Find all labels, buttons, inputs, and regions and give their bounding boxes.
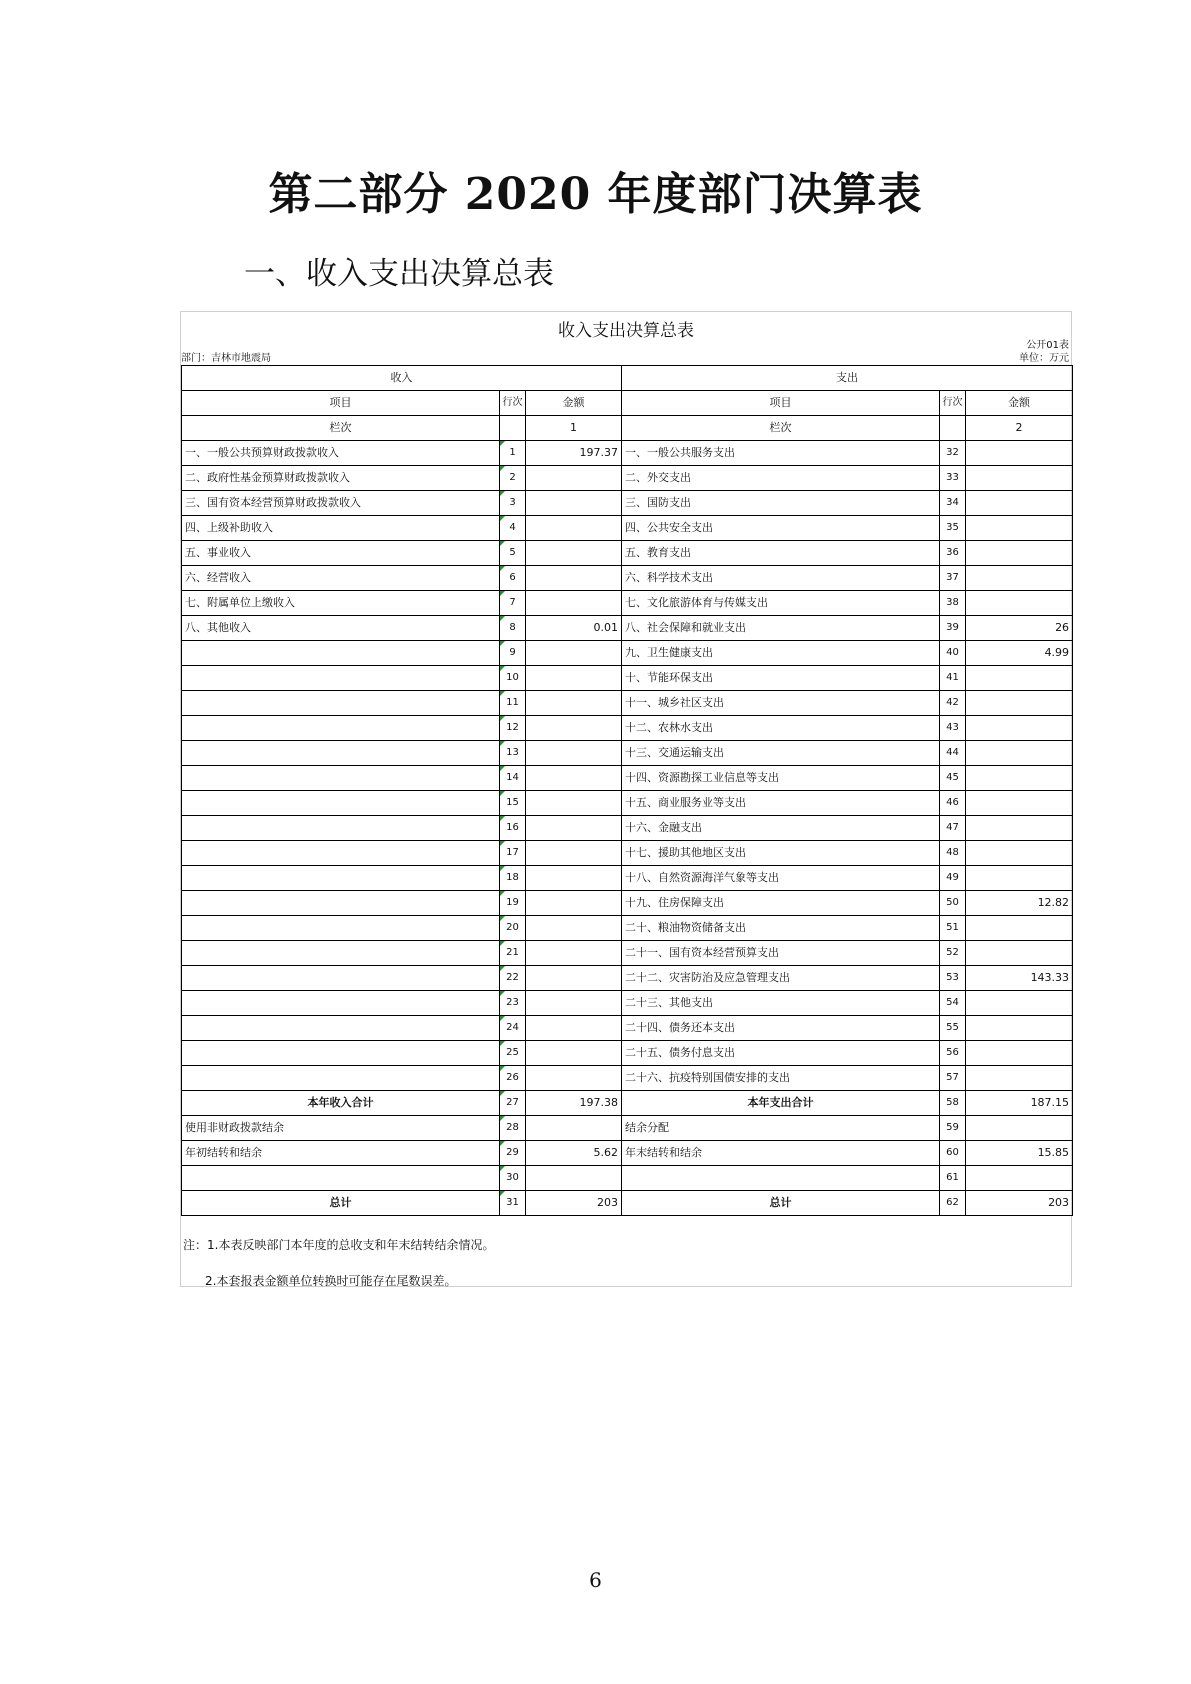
expense-row-no-cell: 40 bbox=[940, 641, 966, 666]
income-item-cell: 二、政府性基金预算财政拨款收入 bbox=[182, 466, 500, 491]
table-row bbox=[182, 1141, 1073, 1166]
income-item-cell: 本年收入合计 bbox=[182, 1091, 500, 1116]
income-row-no-cell: 27 bbox=[500, 1091, 526, 1116]
income-amount-cell bbox=[526, 841, 622, 866]
expense-row-no-cell: 49 bbox=[940, 866, 966, 891]
expense-amount-cell bbox=[966, 1166, 1073, 1191]
expense-amount-cell bbox=[966, 766, 1073, 791]
header-expense-amount: 金额 bbox=[966, 391, 1073, 416]
section-title: 一、收入支出决算总表 bbox=[244, 256, 554, 292]
expense-item-cell: 十二、农林水支出 bbox=[622, 716, 940, 741]
expense-item-cell: 十三、交通运输支出 bbox=[622, 741, 940, 766]
expense-row-no-cell: 61 bbox=[940, 1166, 966, 1191]
income-item-cell: 总计 bbox=[182, 1191, 500, 1216]
income-amount-cell bbox=[526, 1016, 622, 1041]
income-item-cell bbox=[182, 1166, 500, 1191]
expense-item-cell bbox=[622, 1166, 940, 1191]
income-item-cell: 七、附属单位上缴收入 bbox=[182, 591, 500, 616]
expense-row-no-cell: 54 bbox=[940, 991, 966, 1016]
expense-row-no-cell: 55 bbox=[940, 1016, 966, 1041]
expense-item-cell: 六、科学技术支出 bbox=[622, 566, 940, 591]
income-item-cell bbox=[182, 1066, 500, 1091]
expense-row-no-cell: 58 bbox=[940, 1091, 966, 1116]
income-row-no-cell: 29 bbox=[500, 1141, 526, 1166]
expense-row-no-cell: 57 bbox=[940, 1066, 966, 1091]
expense-amount-cell bbox=[966, 1016, 1073, 1041]
income-item-cell bbox=[182, 1041, 500, 1066]
income-row-no-cell: 4 bbox=[500, 516, 526, 541]
table-row bbox=[182, 716, 1073, 741]
income-amount-cell: 197.37 bbox=[526, 441, 622, 466]
income-row-no-cell: 30 bbox=[500, 1166, 526, 1191]
expense-item-cell: 十四、资源勘探工业信息等支出 bbox=[622, 766, 940, 791]
table-row bbox=[182, 991, 1073, 1016]
expense-row-no-cell: 34 bbox=[940, 491, 966, 516]
expense-amount-cell bbox=[966, 1041, 1073, 1066]
expense-item-cell: 五、教育支出 bbox=[622, 541, 940, 566]
expense-amount-cell bbox=[966, 841, 1073, 866]
table-row bbox=[182, 841, 1073, 866]
table-row bbox=[182, 916, 1073, 941]
expense-row-no-cell: 50 bbox=[940, 891, 966, 916]
expense-amount-cell bbox=[966, 541, 1073, 566]
report-caption: 收入支出决算总表 bbox=[558, 321, 694, 341]
expense-amount-cell bbox=[966, 466, 1073, 491]
expense-amount-cell bbox=[966, 441, 1073, 466]
income-item-cell: 八、其他收入 bbox=[182, 616, 500, 641]
income-item-cell bbox=[182, 791, 500, 816]
table-row bbox=[182, 1091, 1073, 1116]
income-amount-cell bbox=[526, 966, 622, 991]
lanci-expense-row-no bbox=[940, 416, 966, 441]
expense-row-no-cell: 38 bbox=[940, 591, 966, 616]
lanci-expense-value: 2 bbox=[966, 416, 1073, 441]
income-amount-cell bbox=[526, 991, 622, 1016]
income-item-cell bbox=[182, 666, 500, 691]
header-income-amount: 金额 bbox=[526, 391, 622, 416]
income-amount-cell bbox=[526, 816, 622, 841]
income-item-cell bbox=[182, 941, 500, 966]
expense-row-no-cell: 62 bbox=[940, 1191, 966, 1216]
income-amount-cell bbox=[526, 866, 622, 891]
income-row-no-cell: 22 bbox=[500, 966, 526, 991]
income-row-no-cell: 21 bbox=[500, 941, 526, 966]
income-row-no-cell: 9 bbox=[500, 641, 526, 666]
income-row-no-cell: 14 bbox=[500, 766, 526, 791]
expense-row-no-cell: 52 bbox=[940, 941, 966, 966]
income-amount-cell bbox=[526, 891, 622, 916]
expense-amount-cell bbox=[966, 741, 1073, 766]
table-row bbox=[182, 466, 1073, 491]
expense-row-no-cell: 35 bbox=[940, 516, 966, 541]
income-item-cell bbox=[182, 991, 500, 1016]
expense-amount-cell: 143.33 bbox=[966, 966, 1073, 991]
table-row bbox=[182, 941, 1073, 966]
income-row-no-cell: 15 bbox=[500, 791, 526, 816]
table-row bbox=[182, 691, 1073, 716]
expense-item-cell: 十六、金融支出 bbox=[622, 816, 940, 841]
income-item-cell: 五、事业收入 bbox=[182, 541, 500, 566]
expense-row-no-cell: 33 bbox=[940, 466, 966, 491]
expense-row-no-cell: 45 bbox=[940, 766, 966, 791]
expense-amount-cell bbox=[966, 1116, 1073, 1141]
table-row bbox=[182, 1191, 1073, 1216]
expense-row-no-cell: 42 bbox=[940, 691, 966, 716]
expense-item-cell: 三、国防支出 bbox=[622, 491, 940, 516]
income-item-cell bbox=[182, 691, 500, 716]
expense-row-no-cell: 43 bbox=[940, 716, 966, 741]
income-expense-table bbox=[181, 365, 1073, 1216]
expense-amount-cell: 15.85 bbox=[966, 1141, 1073, 1166]
table-row bbox=[182, 516, 1073, 541]
income-amount-cell: 5.62 bbox=[526, 1141, 622, 1166]
income-row-no-cell: 16 bbox=[500, 816, 526, 841]
expense-row-no-cell: 46 bbox=[940, 791, 966, 816]
income-row-no-cell: 18 bbox=[500, 866, 526, 891]
income-amount-cell bbox=[526, 766, 622, 791]
header-income-item: 项目 bbox=[182, 391, 500, 416]
expense-item-cell: 七、文化旅游体育与传媒支出 bbox=[622, 591, 940, 616]
expense-amount-cell bbox=[966, 716, 1073, 741]
income-amount-cell bbox=[526, 491, 622, 516]
expense-item-cell: 结余分配 bbox=[622, 1116, 940, 1141]
expense-row-no-cell: 44 bbox=[940, 741, 966, 766]
income-row-no-cell: 19 bbox=[500, 891, 526, 916]
income-amount-cell: 0.01 bbox=[526, 616, 622, 641]
report-frame bbox=[180, 311, 1072, 1287]
header-expense: 支出 bbox=[622, 366, 1073, 391]
header-expense-row-no: 行次 bbox=[940, 391, 966, 416]
page-number: 6 bbox=[589, 1568, 602, 1592]
expense-item-cell: 二十四、债务还本支出 bbox=[622, 1016, 940, 1041]
table-row bbox=[182, 866, 1073, 891]
table-row bbox=[182, 1166, 1073, 1191]
table-row bbox=[182, 1041, 1073, 1066]
income-row-no-cell: 28 bbox=[500, 1116, 526, 1141]
table-row bbox=[182, 541, 1073, 566]
income-item-cell bbox=[182, 966, 500, 991]
income-amount-cell bbox=[526, 1116, 622, 1141]
expense-amount-cell bbox=[966, 941, 1073, 966]
table-row bbox=[182, 616, 1073, 641]
income-row-no-cell: 25 bbox=[500, 1041, 526, 1066]
expense-row-no-cell: 47 bbox=[940, 816, 966, 841]
expense-item-cell: 二十、粮油物资储备支出 bbox=[622, 916, 940, 941]
note-2: 2.本套报表金额单位转换时可能存在尾数误差。 bbox=[205, 1274, 457, 1288]
expense-amount-cell: 203 bbox=[966, 1191, 1073, 1216]
lanci-income-value: 1 bbox=[526, 416, 622, 441]
table-row bbox=[182, 1116, 1073, 1141]
income-row-no-cell: 26 bbox=[500, 1066, 526, 1091]
income-item-cell bbox=[182, 816, 500, 841]
expense-amount-cell bbox=[966, 566, 1073, 591]
income-row-no-cell: 11 bbox=[500, 691, 526, 716]
income-amount-cell bbox=[526, 691, 622, 716]
expense-row-no-cell: 48 bbox=[940, 841, 966, 866]
lanci-income-row-no bbox=[500, 416, 526, 441]
expense-row-no-cell: 41 bbox=[940, 666, 966, 691]
table-row bbox=[182, 441, 1073, 466]
expense-item-cell: 二十三、其他支出 bbox=[622, 991, 940, 1016]
income-row-no-cell: 3 bbox=[500, 491, 526, 516]
expense-amount-cell bbox=[966, 866, 1073, 891]
income-amount-cell bbox=[526, 641, 622, 666]
expense-item-cell: 一、一般公共服务支出 bbox=[622, 441, 940, 466]
expense-amount-cell bbox=[966, 491, 1073, 516]
expense-row-no-cell: 36 bbox=[940, 541, 966, 566]
income-item-cell: 六、经营收入 bbox=[182, 566, 500, 591]
income-amount-cell bbox=[526, 716, 622, 741]
income-row-no-cell: 20 bbox=[500, 916, 526, 941]
expense-item-cell: 十一、城乡社区支出 bbox=[622, 691, 940, 716]
expense-amount-cell bbox=[966, 816, 1073, 841]
income-row-no-cell: 12 bbox=[500, 716, 526, 741]
income-amount-cell: 203 bbox=[526, 1191, 622, 1216]
table-row bbox=[182, 591, 1073, 616]
form-number: 公开01表 bbox=[1026, 340, 1069, 351]
table-row bbox=[182, 491, 1073, 516]
income-row-no-cell: 23 bbox=[500, 991, 526, 1016]
expense-amount-cell bbox=[966, 591, 1073, 616]
income-amount-cell bbox=[526, 791, 622, 816]
expense-row-no-cell: 56 bbox=[940, 1041, 966, 1066]
expense-item-cell: 八、社会保障和就业支出 bbox=[622, 616, 940, 641]
header-income: 收入 bbox=[182, 366, 622, 391]
lanci-income-label: 栏次 bbox=[182, 416, 500, 441]
income-item-cell bbox=[182, 841, 500, 866]
income-item-cell: 使用非财政拨款结余 bbox=[182, 1116, 500, 1141]
income-row-no-cell: 7 bbox=[500, 591, 526, 616]
income-row-no-cell: 31 bbox=[500, 1191, 526, 1216]
expense-item-cell: 年末结转和结余 bbox=[622, 1141, 940, 1166]
table-row bbox=[182, 966, 1073, 991]
expense-amount-cell: 4.99 bbox=[966, 641, 1073, 666]
income-item-cell bbox=[182, 716, 500, 741]
header-expense-item: 项目 bbox=[622, 391, 940, 416]
income-amount-cell bbox=[526, 1066, 622, 1091]
expense-amount-cell bbox=[966, 916, 1073, 941]
income-row-no-cell: 17 bbox=[500, 841, 526, 866]
expense-item-cell: 十八、自然资源海洋气象等支出 bbox=[622, 866, 940, 891]
income-row-no-cell: 1 bbox=[500, 441, 526, 466]
income-row-no-cell: 5 bbox=[500, 541, 526, 566]
expense-amount-cell bbox=[966, 691, 1073, 716]
expense-amount-cell bbox=[966, 1066, 1073, 1091]
expense-amount-cell bbox=[966, 516, 1073, 541]
income-amount-cell: 197.38 bbox=[526, 1091, 622, 1116]
expense-item-cell: 总计 bbox=[622, 1191, 940, 1216]
page-title: 第二部分 2020 年度部门决算表 bbox=[268, 169, 923, 220]
expense-amount-cell: 12.82 bbox=[966, 891, 1073, 916]
income-amount-cell bbox=[526, 1166, 622, 1191]
income-amount-cell bbox=[526, 566, 622, 591]
income-item-cell bbox=[182, 741, 500, 766]
income-row-no-cell: 2 bbox=[500, 466, 526, 491]
expense-row-no-cell: 59 bbox=[940, 1116, 966, 1141]
expense-row-no-cell: 53 bbox=[940, 966, 966, 991]
expense-amount-cell bbox=[966, 991, 1073, 1016]
income-item-cell: 四、上级补助收入 bbox=[182, 516, 500, 541]
income-item-cell: 年初结转和结余 bbox=[182, 1141, 500, 1166]
expense-item-cell: 二、外交支出 bbox=[622, 466, 940, 491]
expense-item-cell: 四、公共安全支出 bbox=[622, 516, 940, 541]
expense-amount-cell bbox=[966, 791, 1073, 816]
income-item-cell: 一、一般公共预算财政拨款收入 bbox=[182, 441, 500, 466]
expense-item-cell: 二十一、国有资本经营预算支出 bbox=[622, 941, 940, 966]
header-income-row-no: 行次 bbox=[500, 391, 526, 416]
income-amount-cell bbox=[526, 591, 622, 616]
table-row bbox=[182, 816, 1073, 841]
table-row bbox=[182, 641, 1073, 666]
income-amount-cell bbox=[526, 1041, 622, 1066]
income-item-cell bbox=[182, 891, 500, 916]
expense-row-no-cell: 51 bbox=[940, 916, 966, 941]
expense-amount-cell: 187.15 bbox=[966, 1091, 1073, 1116]
table-row bbox=[182, 666, 1073, 691]
income-amount-cell bbox=[526, 541, 622, 566]
expense-item-cell: 十五、商业服务业等支出 bbox=[622, 791, 940, 816]
table-row bbox=[182, 1016, 1073, 1041]
table-row bbox=[182, 891, 1073, 916]
income-amount-cell bbox=[526, 516, 622, 541]
income-amount-cell bbox=[526, 466, 622, 491]
table-row bbox=[182, 791, 1073, 816]
lanci-expense-label: 栏次 bbox=[622, 416, 940, 441]
expense-item-cell: 二十六、抗疫特别国债安排的支出 bbox=[622, 1066, 940, 1091]
income-row-no-cell: 24 bbox=[500, 1016, 526, 1041]
income-item-cell bbox=[182, 766, 500, 791]
department-label: 部门：吉林市地震局 bbox=[181, 353, 271, 364]
note-1: 注：1.本表反映部门本年度的总收支和年末结转结余情况。 bbox=[183, 1238, 495, 1252]
expense-row-no-cell: 60 bbox=[940, 1141, 966, 1166]
income-row-no-cell: 8 bbox=[500, 616, 526, 641]
expense-row-no-cell: 37 bbox=[940, 566, 966, 591]
expense-item-cell: 十九、住房保障支出 bbox=[622, 891, 940, 916]
table-row bbox=[182, 741, 1073, 766]
table-header-group-row bbox=[182, 366, 1073, 391]
income-row-no-cell: 6 bbox=[500, 566, 526, 591]
income-item-cell bbox=[182, 641, 500, 666]
income-amount-cell bbox=[526, 941, 622, 966]
expense-amount-cell: 26 bbox=[966, 616, 1073, 641]
expense-amount-cell bbox=[966, 666, 1073, 691]
income-item-cell bbox=[182, 916, 500, 941]
lanci-row bbox=[182, 416, 1073, 441]
expense-item-cell: 九、卫生健康支出 bbox=[622, 641, 940, 666]
income-amount-cell bbox=[526, 666, 622, 691]
expense-item-cell: 十七、援助其他地区支出 bbox=[622, 841, 940, 866]
income-item-cell bbox=[182, 1016, 500, 1041]
income-amount-cell bbox=[526, 741, 622, 766]
income-amount-cell bbox=[526, 916, 622, 941]
income-row-no-cell: 13 bbox=[500, 741, 526, 766]
table-header-row bbox=[182, 391, 1073, 416]
unit-label: 单位：万元 bbox=[1019, 353, 1069, 364]
income-item-cell: 三、国有资本经营预算财政拨款收入 bbox=[182, 491, 500, 516]
expense-item-cell: 二十二、灾害防治及应急管理支出 bbox=[622, 966, 940, 991]
expense-item-cell: 二十五、债务付息支出 bbox=[622, 1041, 940, 1066]
table-row bbox=[182, 766, 1073, 791]
table-row bbox=[182, 566, 1073, 591]
expense-item-cell: 本年支出合计 bbox=[622, 1091, 940, 1116]
expense-item-cell: 十、节能环保支出 bbox=[622, 666, 940, 691]
table-row bbox=[182, 1066, 1073, 1091]
income-row-no-cell: 10 bbox=[500, 666, 526, 691]
expense-row-no-cell: 32 bbox=[940, 441, 966, 466]
expense-row-no-cell: 39 bbox=[940, 616, 966, 641]
income-item-cell bbox=[182, 866, 500, 891]
